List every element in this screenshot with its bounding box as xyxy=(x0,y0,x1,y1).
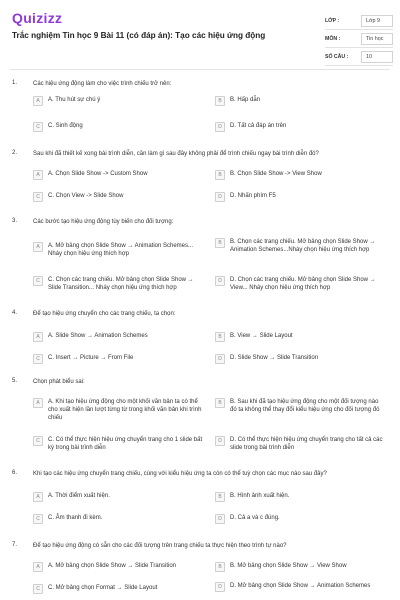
option-text: A. Mở bảng chọn Slide Show → Animation Schemes... Nháy chọn hiệu ứng thích hợp xyxy=(48,243,194,257)
option-letter: A xyxy=(33,398,43,408)
option-text: C. Chọn các trang chiếu. Mở bảng chọn Slide Show → Slide Transition... Nháy chọn hiệu ứng thích hợp xyxy=(48,277,194,291)
option-letter: A xyxy=(33,242,43,252)
option-a[interactable] xyxy=(33,96,188,106)
option-letter: C xyxy=(33,192,43,202)
option-a[interactable] xyxy=(33,562,203,572)
option-text: B. View → Slide Layout xyxy=(230,333,293,339)
option-b[interactable] xyxy=(215,398,385,414)
option-letter: D xyxy=(215,582,225,592)
question-number: 5. xyxy=(12,378,18,384)
option-text: B. Mở bảng chọn Slide Show → View Show xyxy=(230,563,347,569)
option-d[interactable] xyxy=(215,354,370,364)
option-d[interactable] xyxy=(215,192,370,202)
question-number: 1. xyxy=(12,80,18,86)
meta-row-class xyxy=(325,12,393,30)
meta-value: Tin học xyxy=(361,33,393,45)
question-text: Khi tạo các hiệu ứng chuyển trang chiếu, cùng với kiểu hiệu ứng ta còn có thể tuỳ chọn các mục nào sau đây? xyxy=(33,471,327,477)
question-text: Chọn phát biểu sai: xyxy=(33,379,85,385)
option-text: D. Cả a và c đúng. xyxy=(230,515,280,521)
option-b[interactable] xyxy=(215,96,370,106)
option-letter: D xyxy=(215,436,225,446)
quizizz-logo: Quizizz xyxy=(12,10,63,26)
option-c[interactable] xyxy=(33,192,188,202)
option-text: D. Nhấn phím F5 xyxy=(230,193,276,199)
option-text: C. Insert → Picture → From File xyxy=(48,355,134,361)
question-number: 4. xyxy=(12,310,18,316)
question-text: Để tạo hiệu ứng động có sẵn cho các đối tượng trên trang chiếu ta thực hiện theo trình tự nào? xyxy=(33,543,287,549)
option-c[interactable] xyxy=(33,584,203,594)
option-text: D. Tất cả đáp án trên xyxy=(230,123,287,129)
option-letter: A xyxy=(33,492,43,502)
option-text: A. Thu hút sự chú ý xyxy=(48,97,101,103)
option-letter: C xyxy=(33,276,43,286)
option-a[interactable] xyxy=(33,170,188,180)
option-letter: B xyxy=(215,562,225,572)
option-c[interactable] xyxy=(33,354,188,364)
option-text: A. Mở bảng chọn Slide Show → Slide Transition xyxy=(48,563,177,569)
option-text: A. Thời điểm xuất hiện. xyxy=(48,493,110,499)
option-letter: C xyxy=(33,436,43,446)
meta-row-count xyxy=(325,48,393,66)
option-letter: B xyxy=(215,332,225,342)
option-b[interactable] xyxy=(215,492,370,502)
question-number: 2. xyxy=(12,150,18,156)
option-text: A. Slide Show → Animation Schemes xyxy=(48,333,148,339)
option-text: A. Chọn Slide Show -> Custom Show xyxy=(48,171,148,177)
option-letter: D xyxy=(215,122,225,132)
option-letter: A xyxy=(33,96,43,106)
option-a[interactable] xyxy=(33,492,188,502)
option-text: C. Âm thanh đi kèm. xyxy=(48,515,103,521)
option-text: C. Có thể thực hiện hiệu ứng chuyển trang cho 1 slide bất kỳ trong bài trình diễn xyxy=(48,437,203,451)
option-text: D. Mở bảng chọn Slide Show → Animation Schemes xyxy=(230,583,371,589)
option-b[interactable] xyxy=(215,238,385,254)
meta-row-subject xyxy=(325,30,393,48)
option-b[interactable] xyxy=(215,170,370,180)
option-letter: A xyxy=(33,170,43,180)
option-letter: C xyxy=(33,122,43,132)
question-number: 6. xyxy=(12,470,18,476)
option-d[interactable] xyxy=(215,514,370,524)
option-text: B. Hình ảnh xuất hiện. xyxy=(230,493,290,499)
option-text: D. Slide Show → Slide Transition xyxy=(230,355,319,361)
option-text: C. Mở bảng chọn Format → Slide Layout xyxy=(48,585,158,591)
option-text: D. Có thể thực hiện hiệu ứng chuyển trang cho tất cả các slide trong bài trình diễn xyxy=(230,437,383,451)
option-letter: B xyxy=(215,492,225,502)
option-c[interactable] xyxy=(33,436,203,452)
option-letter: B xyxy=(215,398,225,408)
page-title: Trắc nghiệm Tin học 9 Bài 11 (có đáp án): Tạo các hiệu ứng động xyxy=(12,31,266,40)
option-d[interactable] xyxy=(215,436,385,452)
meta-panel xyxy=(325,12,393,66)
option-a[interactable] xyxy=(33,398,203,422)
question-number: 7. xyxy=(12,542,18,548)
option-text: B. Chọn Slide Show -> View Show xyxy=(230,171,322,177)
option-b[interactable] xyxy=(215,562,385,572)
option-letter: D xyxy=(215,354,225,364)
meta-label: LỚP : xyxy=(325,17,340,24)
option-text: C. Sinh động xyxy=(48,123,83,129)
option-b[interactable] xyxy=(215,332,370,342)
question-text: Các hiệu ứng động làm cho việc trình chiếu trở nên: xyxy=(33,81,172,87)
meta-value: 10 xyxy=(361,51,393,63)
option-text: B. Hấp dẫn xyxy=(230,97,261,103)
header-divider xyxy=(10,69,390,70)
option-letter: C xyxy=(33,584,43,594)
option-text: B. Sau khi đã tạo hiệu ứng động cho một đối tượng nào đó ta không thể thay đổi kiểu hiệu ứng cho đối tượng đó xyxy=(230,399,380,413)
worksheet-header xyxy=(0,0,400,68)
option-c[interactable] xyxy=(33,276,203,292)
option-a[interactable] xyxy=(33,242,203,258)
option-c[interactable] xyxy=(33,122,188,132)
question-text: Để tạo hiệu ứng chuyển cho các trang chiếu, ta chọn: xyxy=(33,311,176,317)
option-d[interactable] xyxy=(215,122,370,132)
option-letter: A xyxy=(33,562,43,572)
question-number: 3. xyxy=(12,218,18,224)
option-text: C. Chọn View -> Slide Show xyxy=(48,193,124,199)
option-text: B. Chọn các trang chiếu. Mở bảng chọn Slide Show → Animation Schemes...Nháy chọn hiệu ứng thích hợp xyxy=(230,239,376,253)
option-d[interactable] xyxy=(215,276,385,292)
option-letter: B xyxy=(215,238,225,248)
option-a[interactable] xyxy=(33,332,188,342)
option-letter: A xyxy=(33,332,43,342)
meta-label: SỐ CÂU : xyxy=(325,53,349,60)
meta-value: Lớp 9 xyxy=(361,15,393,27)
option-letter: D xyxy=(215,514,225,524)
question-text: Sau khi đã thiết kế xong bài trình diễn, cần làm gì sau đây không phải để trình chiếu ngay bài trình diễn đó? xyxy=(33,151,319,157)
option-letter: B xyxy=(215,170,225,180)
option-letter: C xyxy=(33,514,43,524)
option-letter: B xyxy=(215,96,225,106)
option-text: A. Khi tạo hiệu ứng động cho một khối văn bản ta có thể cho xuất hiện lần lượt từng từ trong khối văn bản khi trình chiếu xyxy=(48,399,202,421)
question-text: Các bước tạo hiệu ứng động tùy biến cho đối tượng: xyxy=(33,219,174,225)
option-letter: C xyxy=(33,354,43,364)
meta-label: MÔN : xyxy=(325,35,341,42)
option-letter: D xyxy=(215,192,225,202)
option-text: D. Chọn các trang chiếu. Mở bảng chọn Slide Show → View... Nháy chọn hiệu ứng thích hợp xyxy=(230,277,376,291)
option-c[interactable] xyxy=(33,514,188,524)
option-d[interactable] xyxy=(215,582,385,592)
option-letter: D xyxy=(215,276,225,286)
